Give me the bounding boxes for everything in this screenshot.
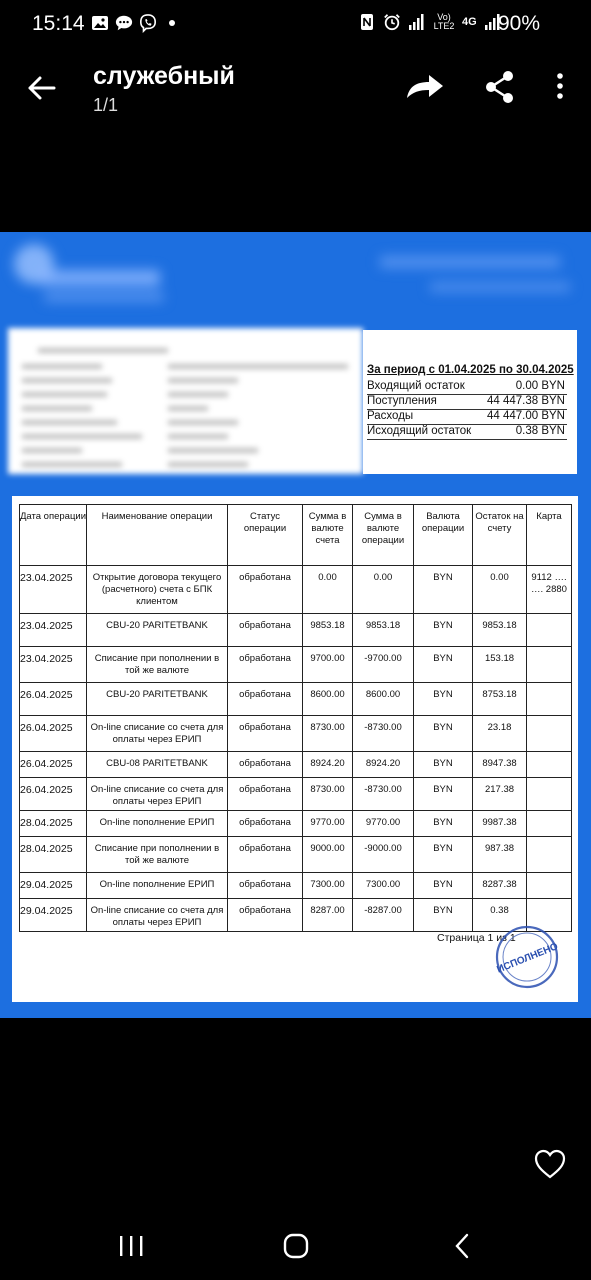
gallery-icon	[91, 14, 109, 32]
more-options-button[interactable]	[548, 68, 572, 106]
blurred-bank-header	[0, 232, 591, 328]
cell-status: обработана	[228, 873, 303, 899]
cell-card: 9112 …. …. 2880	[527, 566, 572, 614]
cell-sum: 8730.00	[303, 778, 353, 811]
status-bar	[0, 0, 591, 48]
cell-sum-op: -8730.00	[353, 716, 414, 752]
cell-card	[527, 873, 572, 899]
summary-row: Входящий остаток 0.00 BYN	[367, 380, 567, 395]
page-number: Страница 1 из 1	[437, 932, 516, 944]
cell-status: обработана	[228, 837, 303, 873]
cell-sum-op: 8924.20	[353, 752, 414, 778]
cell-sum: 9770.00	[303, 811, 353, 837]
statement-image[interactable]	[0, 232, 591, 1018]
cell-status: обработана	[228, 614, 303, 647]
table-row	[20, 614, 572, 647]
cell-date: 28.04.2025	[20, 837, 87, 873]
cell-status: обработана	[228, 752, 303, 778]
col-header-date: Дата операции	[20, 505, 87, 566]
share-button[interactable]	[482, 68, 518, 106]
cell-status: обработана	[228, 683, 303, 716]
clock: 15:14	[32, 12, 85, 35]
cell-date: 23.04.2025	[20, 647, 87, 683]
cell-status: обработана	[228, 811, 303, 837]
cell-name: Списание при пополнении в той же валюте	[87, 837, 228, 873]
table-row	[20, 778, 572, 811]
cell-date: 26.04.2025	[20, 778, 87, 811]
dot-icon	[163, 14, 181, 32]
home-icon	[282, 1232, 310, 1260]
col-header-sum: Сумма в валюте счета	[303, 505, 353, 566]
table-row	[20, 647, 572, 683]
cell-sum: 8287.00	[303, 899, 353, 932]
nav-back-button[interactable]	[452, 1232, 472, 1260]
cell-date: 29.04.2025	[20, 899, 87, 932]
table-row	[20, 752, 572, 778]
alarm-icon	[383, 13, 401, 31]
cell-status: обработана	[228, 778, 303, 811]
table-row	[20, 873, 572, 899]
cell-balance: 0.00	[473, 566, 527, 614]
cell-currency: BYN	[414, 566, 473, 614]
cell-balance: 217.38	[473, 778, 527, 811]
summary-row: Исходящий остаток 0.38 BYN	[367, 425, 567, 440]
cell-balance: 153.18	[473, 647, 527, 683]
chat-icon	[115, 14, 133, 32]
cell-balance: 0.38	[473, 899, 527, 932]
blurred-client-info	[8, 328, 363, 474]
page-counter: 1/1	[93, 95, 119, 115]
recent-apps-button[interactable]	[118, 1234, 144, 1258]
4g-icon: 4G	[462, 16, 477, 28]
table-row	[20, 837, 572, 873]
cell-currency: BYN	[414, 837, 473, 873]
svg-text:ИСПОЛНЕНО: ИСПОЛНЕНО	[495, 941, 560, 976]
cell-name: On-line списание со счета для оплаты через ЕРИП	[87, 716, 228, 752]
cell-date: 28.04.2025	[20, 811, 87, 837]
summary-row: Расходы 44 447.00 BYN	[367, 410, 567, 425]
cell-balance: 8287.38	[473, 873, 527, 899]
col-header-currency: Валюта операции	[414, 505, 473, 566]
cell-currency: BYN	[414, 778, 473, 811]
signal-icon	[408, 13, 426, 31]
cell-card	[527, 716, 572, 752]
cell-currency: BYN	[414, 716, 473, 752]
cell-sum-op: 9770.00	[353, 811, 414, 837]
cell-card	[527, 647, 572, 683]
cell-balance: 9987.38	[473, 811, 527, 837]
cell-sum: 8600.00	[303, 683, 353, 716]
cell-name: Списание при пополнении в той же валюте	[87, 647, 228, 683]
system-nav-bar	[0, 1220, 591, 1280]
app-bar	[0, 56, 591, 126]
table-body	[20, 566, 572, 932]
more-vertical-icon	[548, 68, 572, 106]
cell-date: 26.04.2025	[20, 752, 87, 778]
cell-sum-op: 8600.00	[353, 683, 414, 716]
cell-currency: BYN	[414, 683, 473, 716]
operations-table-card	[12, 496, 578, 1002]
col-header-sum-op: Сумма в валюте операции	[353, 505, 414, 566]
cell-status: обработана	[228, 566, 303, 614]
cell-status: обработана	[228, 716, 303, 752]
cell-sum-op: -9000.00	[353, 837, 414, 873]
cell-card	[527, 778, 572, 811]
operations-table	[19, 504, 572, 932]
recent-apps-icon	[118, 1234, 144, 1258]
cell-sum: 9700.00	[303, 647, 353, 683]
cell-card	[527, 811, 572, 837]
cell-name: Открытие договора текущего (расчетного) счета с БПК клиентом	[87, 566, 228, 614]
cell-date: 29.04.2025	[20, 873, 87, 899]
cell-sum: 0.00	[303, 566, 353, 614]
volte-icon: Vo) LTE2	[433, 12, 455, 31]
cell-sum: 9853.18	[303, 614, 353, 647]
viber-icon	[139, 14, 157, 32]
executed-stamp	[490, 924, 564, 990]
table-row	[20, 566, 572, 614]
table-row	[20, 683, 572, 716]
cell-currency: BYN	[414, 752, 473, 778]
arrow-left-icon	[24, 70, 64, 106]
cell-currency: BYN	[414, 899, 473, 932]
table-row	[20, 716, 572, 752]
favorite-button[interactable]	[533, 1148, 567, 1180]
system-icons	[358, 13, 502, 31]
cell-name: On-line списание со счета для оплаты через ЕРИП	[87, 778, 228, 811]
battery-level: 90%	[498, 12, 541, 35]
cell-date: 23.04.2025	[20, 614, 87, 647]
cell-sum-op: -8287.00	[353, 899, 414, 932]
page-title: служебный	[93, 62, 235, 90]
chevron-left-icon	[452, 1232, 472, 1260]
cell-name: On-line пополнение ЕРИП	[87, 873, 228, 899]
cell-status: обработана	[228, 899, 303, 932]
cell-currency: BYN	[414, 614, 473, 647]
forward-button[interactable]	[403, 70, 447, 106]
cell-date: 26.04.2025	[20, 716, 87, 752]
table-header-row	[20, 505, 572, 566]
cell-card	[527, 752, 572, 778]
col-header-name: Наименование операции	[87, 505, 228, 566]
back-button[interactable]	[24, 70, 64, 106]
cell-sum: 9000.00	[303, 837, 353, 873]
col-header-card: Карта	[527, 505, 572, 566]
cell-card	[527, 614, 572, 647]
forward-arrow-icon	[403, 70, 447, 106]
cell-name: On-line списание со счета для оплаты через ЕРИП	[87, 899, 228, 932]
cell-sum: 8924.20	[303, 752, 353, 778]
period-label: За период с 01.04.2025 по 30.04.2025	[367, 364, 574, 376]
cell-sum-op: -9700.00	[353, 647, 414, 683]
cell-balance: 23.18	[473, 716, 527, 752]
cell-status: обработана	[228, 647, 303, 683]
cell-name: On-line пополнение ЕРИП	[87, 811, 228, 837]
table-row	[20, 811, 572, 837]
heart-icon	[533, 1148, 567, 1180]
cell-currency: BYN	[414, 647, 473, 683]
cell-sum: 7300.00	[303, 873, 353, 899]
cell-name: CBU-08 PARITETBANK	[87, 752, 228, 778]
cell-card	[527, 837, 572, 873]
nfc-icon	[358, 13, 376, 31]
cell-sum: 8730.00	[303, 716, 353, 752]
col-header-status: Статус операции	[228, 505, 303, 566]
cell-date: 26.04.2025	[20, 683, 87, 716]
cell-sum-op: -8730.00	[353, 778, 414, 811]
summary-row: Поступления 44 447.38 BYN	[367, 395, 567, 410]
home-button[interactable]	[282, 1232, 310, 1260]
cell-name: CBU-20 PARITETBANK	[87, 683, 228, 716]
cell-balance: 987.38	[473, 837, 527, 873]
share-icon	[482, 68, 518, 106]
cell-balance: 9853.18	[473, 614, 527, 647]
cell-card	[527, 683, 572, 716]
table-row	[20, 899, 572, 932]
cell-sum-op: 9853.18	[353, 614, 414, 647]
cell-balance: 8947.38	[473, 752, 527, 778]
cell-name: CBU-20 PARITETBANK	[87, 614, 228, 647]
cell-sum-op: 0.00	[353, 566, 414, 614]
notification-icons	[91, 14, 181, 32]
period-summary	[363, 330, 577, 474]
cell-currency: BYN	[414, 873, 473, 899]
cell-balance: 8753.18	[473, 683, 527, 716]
cell-date: 23.04.2025	[20, 566, 87, 614]
cell-sum-op: 7300.00	[353, 873, 414, 899]
cell-currency: BYN	[414, 811, 473, 837]
col-header-balance: Остаток на счету	[473, 505, 527, 566]
